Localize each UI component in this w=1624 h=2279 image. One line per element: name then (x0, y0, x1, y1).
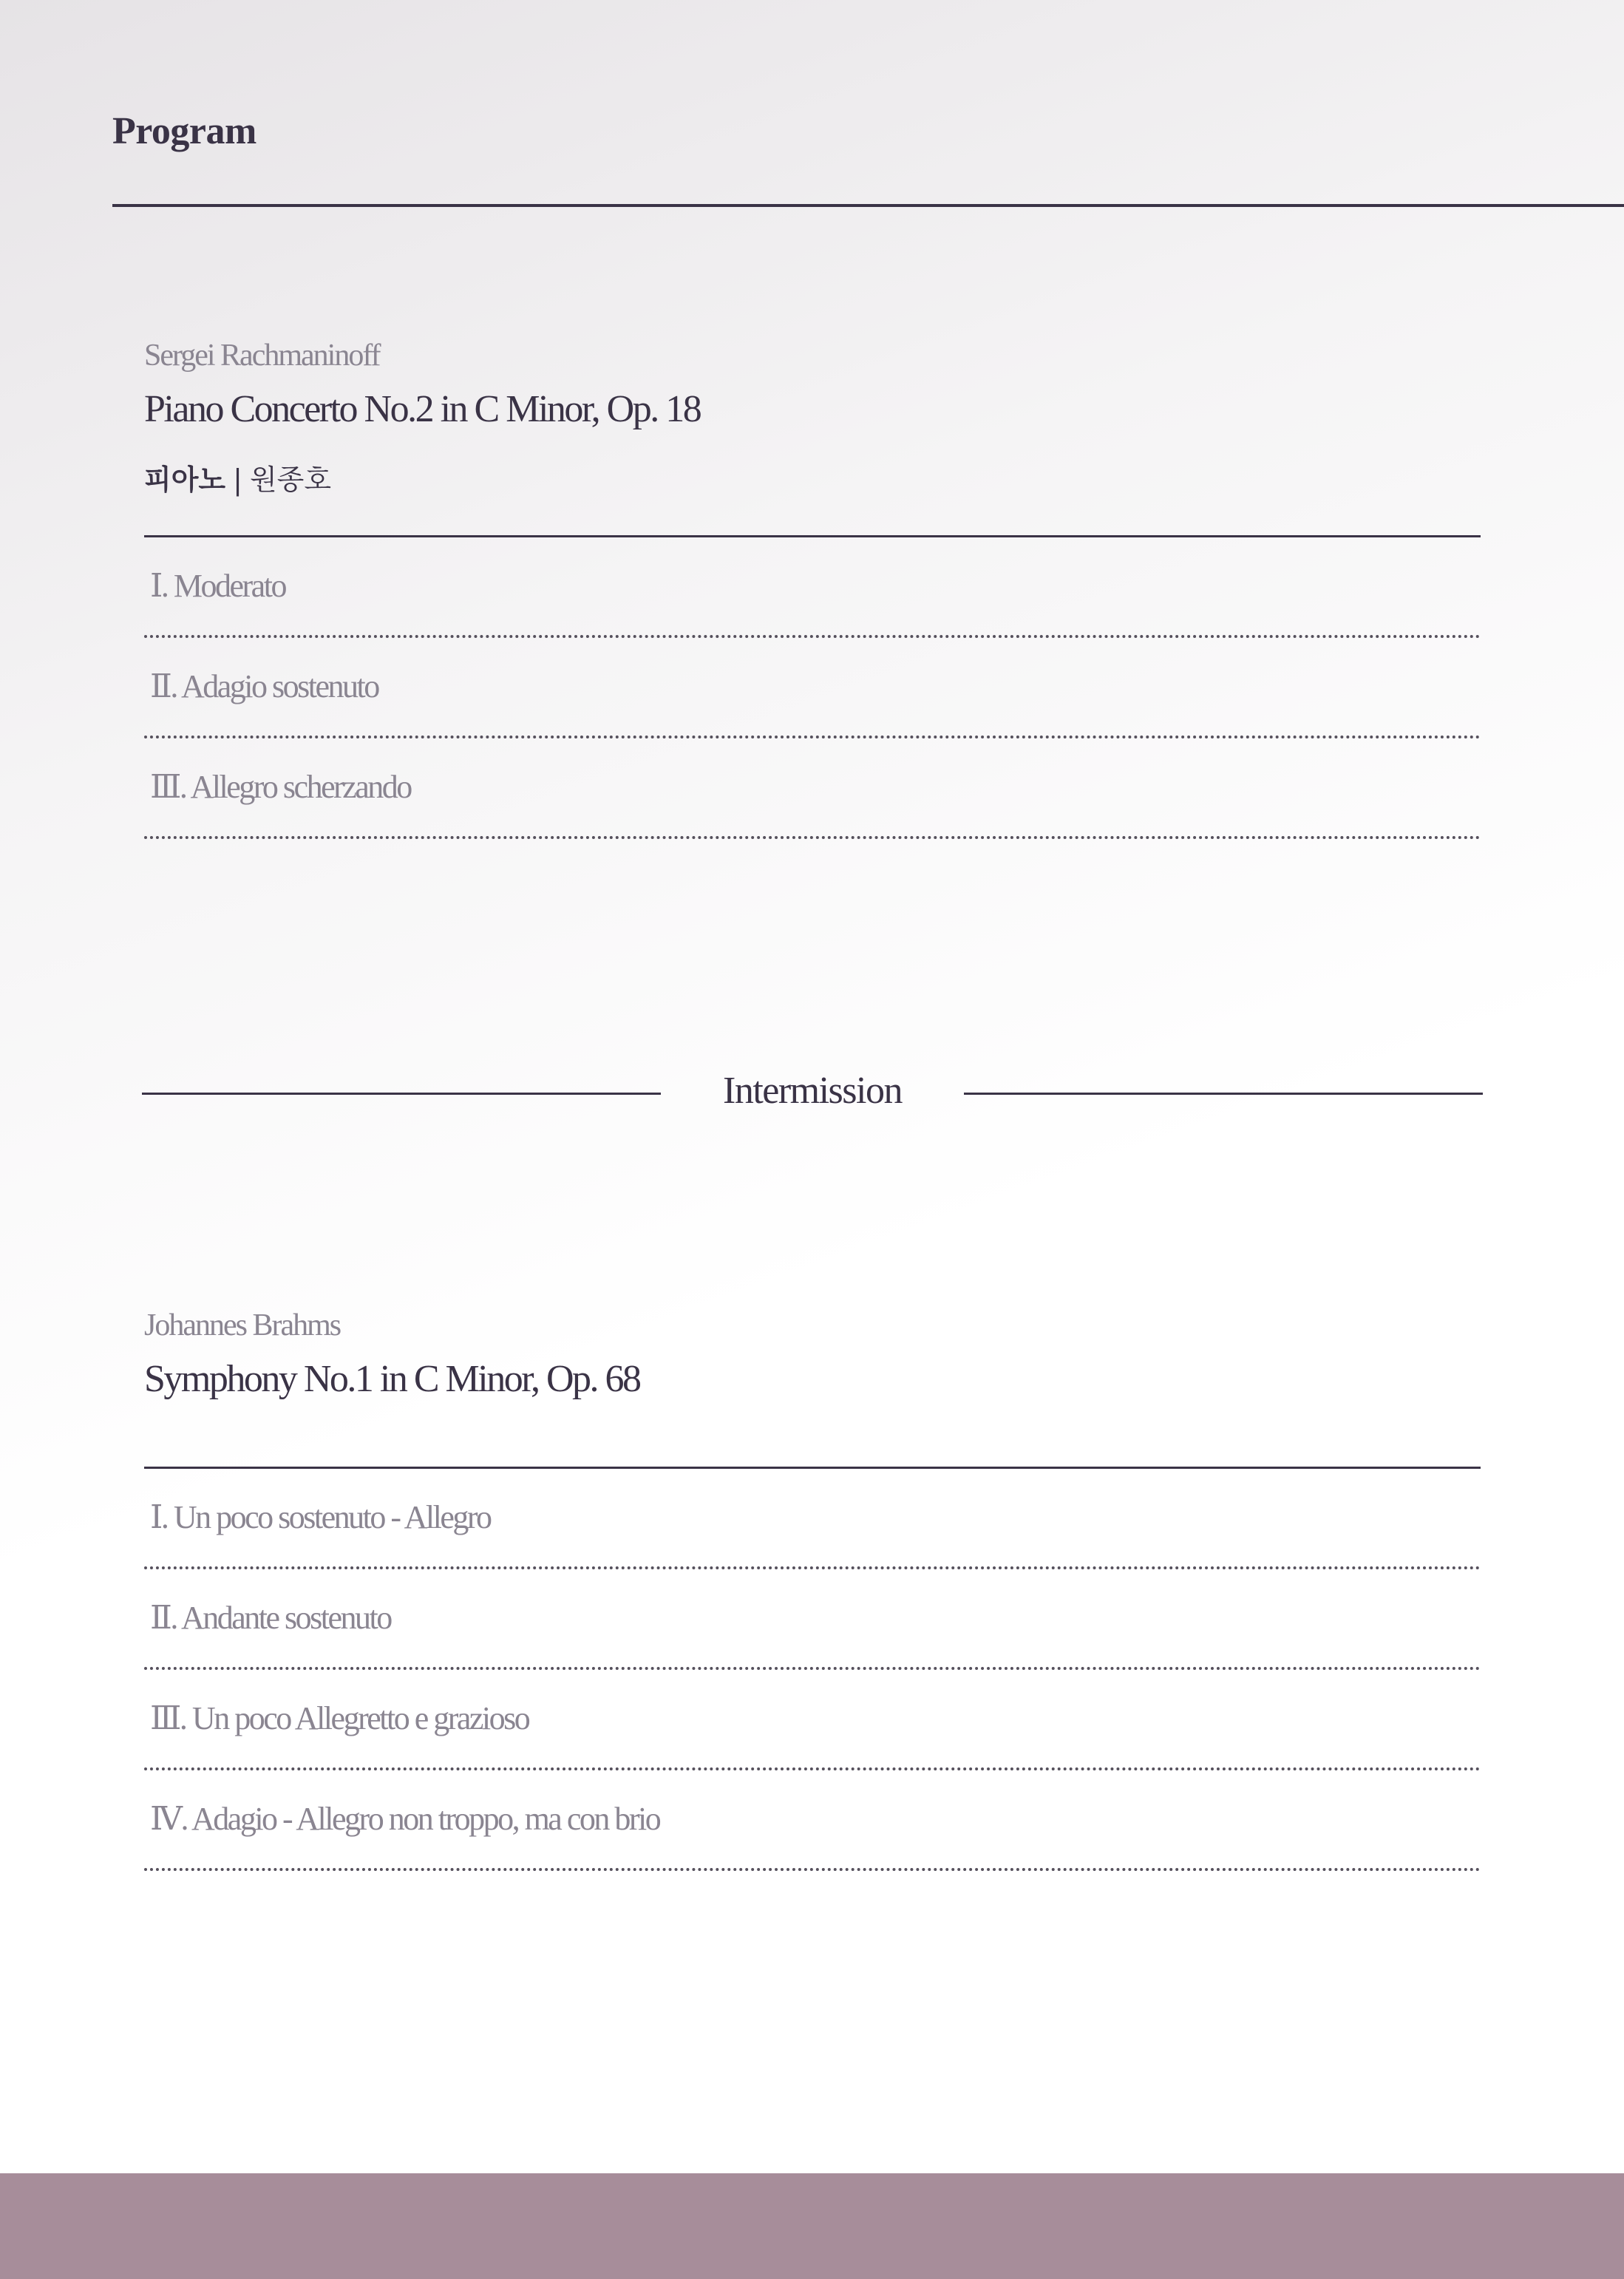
movement-item (144, 1469, 1481, 1569)
performer-role: 피아노 (144, 463, 226, 496)
footer-band (0, 2173, 1624, 2279)
movement-item (144, 537, 1481, 638)
performer-separator: | (233, 463, 242, 496)
movement-title: Ⅳ. Adagio - Allegro non troppo, ma con brio (150, 1801, 660, 1837)
movement-title: Ⅰ. Un poco sostenuto - Allegro (150, 1499, 491, 1535)
movement-title: Ⅱ. Andante sostenuto (150, 1600, 391, 1636)
work-title: Symphony No.1 in C Minor, Op. 68 (144, 1358, 640, 1400)
movement-item (144, 1770, 1481, 1871)
work-title: Piano Concerto No.2 in C Minor, Op. 18 (144, 388, 701, 430)
intermission-rule-right (964, 1093, 1483, 1095)
performer-credit (144, 463, 1481, 496)
movement-title: Ⅲ. Un poco Allegretto e grazioso (150, 1700, 529, 1736)
composer-name: Sergei Rachmaninoff (144, 339, 380, 373)
work-brahms (144, 1310, 1481, 1871)
movement-item (144, 1569, 1481, 1670)
movement-item (144, 1670, 1481, 1770)
header-divider (112, 204, 1624, 207)
movement-item (144, 638, 1481, 738)
intermission-divider (142, 1064, 1483, 1124)
movement-item (144, 738, 1481, 839)
composer-name: Johannes Brahms (144, 1308, 341, 1342)
performer-name: 원종호 (249, 463, 332, 496)
movement-title: Ⅰ. Moderato (150, 568, 285, 604)
work-rachmaninoff (144, 340, 1481, 839)
movement-title: Ⅲ. Allegro scherzando (150, 769, 411, 805)
intermission-label: Intermission (723, 1070, 902, 1112)
movement-title: Ⅱ. Adagio sostenuto (150, 668, 378, 704)
page-title: Program (112, 110, 256, 152)
